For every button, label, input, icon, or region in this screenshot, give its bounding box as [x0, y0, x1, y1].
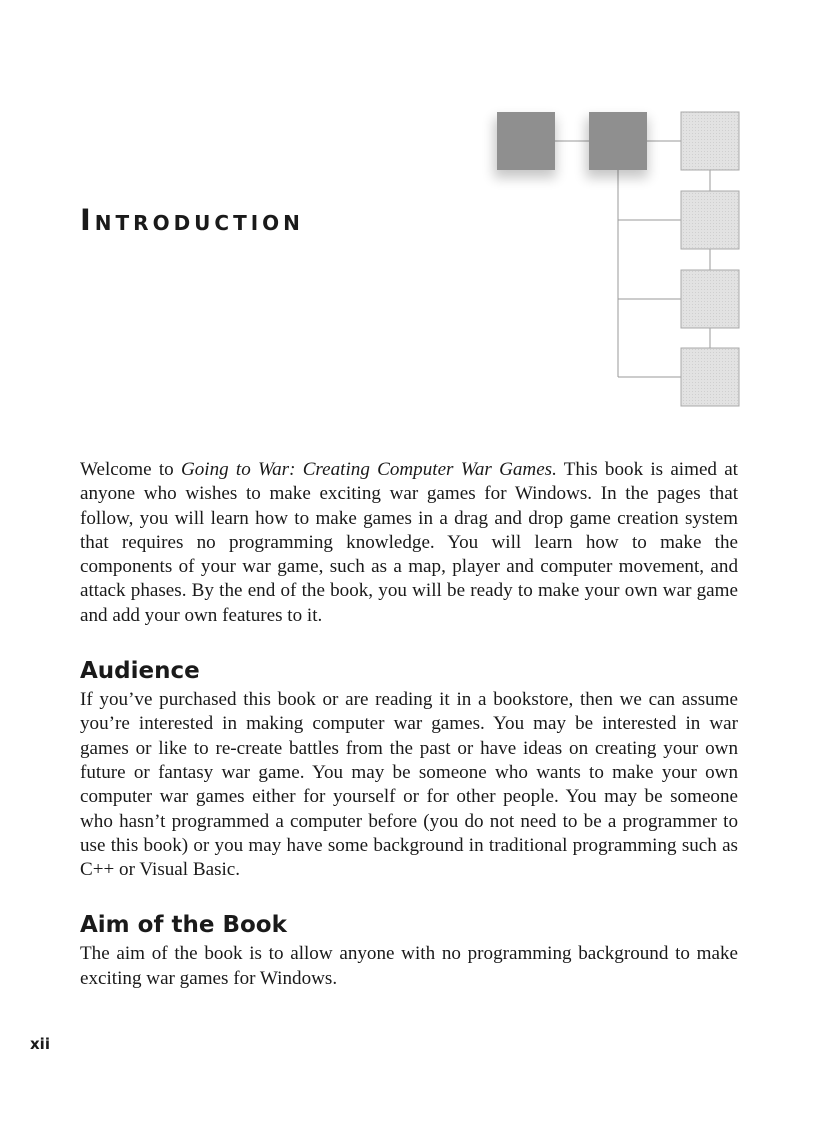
audience-heading: Audience [80, 658, 200, 685]
audience-paragraph: If you’ve purchased this book or are reading it in a bookstore, then we can assume you’re interested in making computer war games. You may be interested in war games or like to re-create battles from the past or have ideas on creating your own future or fantasy war game. You may be someone who wants to make your own computer war games either for yourself or for other people. You may be someone who hasn’t programmed a computer before (you do not need to be a programmer to use this book) or you may have some background in traditional programming such as C++ or Visual Basic. [80, 689, 738, 881]
page-content [80, 458, 738, 991]
aim-heading: Aim of the Book [80, 912, 287, 939]
chapter-title-initial: I [80, 203, 95, 237]
diagram-box-1 [497, 112, 555, 170]
chapter-title-rest: NTRODUCTION [94, 211, 304, 235]
aim-paragraph: The aim of the book is to allow anyone with no programming background to make exciting war games for Windows. [80, 943, 738, 989]
book-title: Going to War: Creating Computer War Games. [180, 459, 557, 480]
intro-paragraph: Welcome to Going to War: Creating Computer War Games. This book is aimed at anyone who wishes to make exciting war games for Windows. In the pages that follow, you will learn how to make games in a drag and drop game creation system that requires no programming knowledge. You will learn how to make the components of your war game, such as a map, player and computer movement, and attack phases. By the end of the book, you will be ready to make your own war game and add your own features to it. [80, 459, 738, 626]
chapter-title [80, 203, 304, 237]
diagram-box-3 [681, 112, 739, 170]
diagram-box-6 [681, 348, 739, 406]
chapter-flowchart-decoration [470, 100, 760, 430]
diagram-box-5 [681, 270, 739, 328]
diagram-box-2 [589, 112, 647, 170]
diagram-box-4 [681, 191, 739, 249]
page-number: xii [30, 1035, 50, 1053]
